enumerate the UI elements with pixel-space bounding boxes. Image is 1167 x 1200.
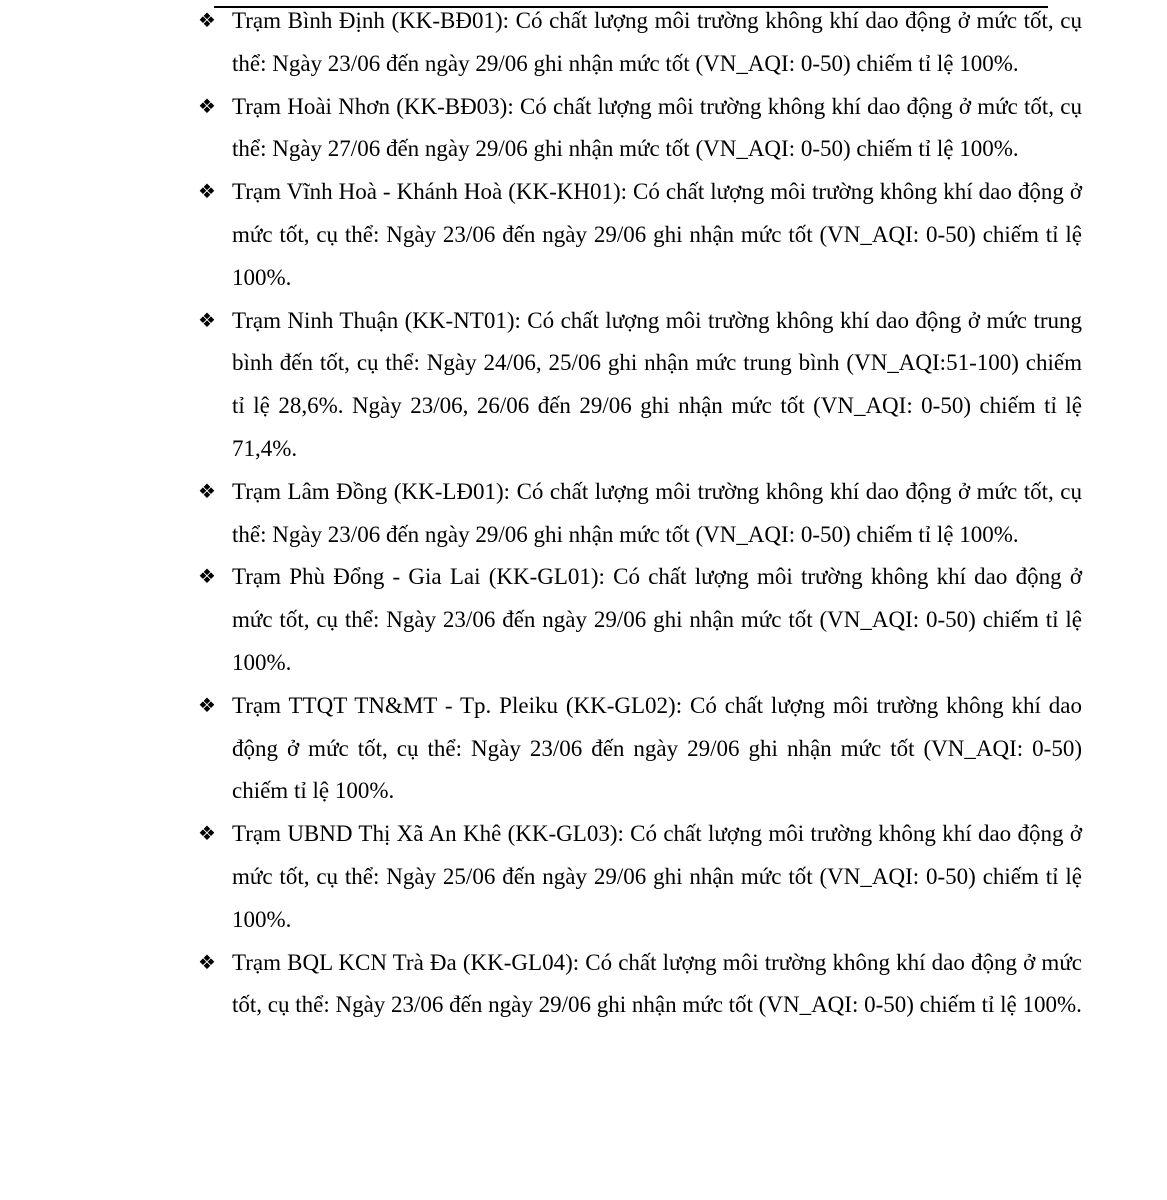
list-item [198,0,1082,86]
item-text: Trạm TTQT TN&MT - Tp. Pleiku (KK-GL02): Có chất lượng môi trường không khí dao động ở mức tốt, cụ thể: Ngày 23/06 đến ngày 29/06 ghi nhận mức tốt (VN_AQI: 0-50) chiếm tỉ lệ 100%. [232,692,1082,804]
diamond-bullet-icon: ❖ [198,95,216,118]
diamond-bullet-icon: ❖ [198,181,216,204]
item-text: Trạm UBND Thị Xã An Khê (KK-GL03): Có chất lượng môi trường không khí dao động ở mức tốt, cụ thể: Ngày 25/06 đến ngày 29/06 ghi nhận mức tốt (VN_AQI: 0-50) chiếm tỉ lệ 100%. [232,821,1082,932]
diamond-bullet-icon: ❖ [198,823,216,846]
item-text: Trạm Ninh Thuận (KK-NT01): Có chất lượng môi trường không khí dao động ở mức trung bình đến tốt, cụ thể: Ngày 24/06, 25/06 ghi nhận mức trung bình (VN_AQI:51-100) chiếm tỉ lệ 28,6%. Ngày 23/06, 26/06 đến 29/06 ghi nhận mức tốt (VN_AQI: 0-50) chiếm tỉ lệ 71,4%. [232,307,1082,461]
diamond-bullet-icon: ❖ [198,309,216,332]
item-text: Trạm Hoài Nhơn (KK-BĐ03): Có chất lượng môi trường không khí dao động ở mức tốt, cụ thể: Ngày 27/06 đến ngày 29/06 ghi nhận mức tốt (VN_AQI: 0-50) chiếm tỉ lệ 100%. [232,93,1082,162]
list-item [198,471,1082,557]
item-text: Trạm Vĩnh Hoà - Khánh Hoà (KK-KH01): Có chất lượng môi trường không khí dao động ở mức tốt, cụ thể: Ngày 23/06 đến ngày 29/06 ghi nhận mức tốt (VN_AQI: 0-50) chiếm tỉ lệ 100%. [232,179,1082,290]
item-text: Trạm Bình Định (KK-BĐ01): Có chất lượng môi trường không khí dao động ở mức tốt, cụ thể: Ngày 23/06 đến ngày 29/06 ghi nhận mức tốt (VN_AQI: 0-50) chiếm tỉ lệ 100%. [232,8,1082,76]
list-item [198,685,1082,813]
item-text: Trạm BQL KCN Trà Đa (KK-GL04): Có chất lượng môi trường không khí dao động ở mức tốt, cụ thể: Ngày 23/06 đến ngày 29/06 ghi nhận mức tốt (VN_AQI: 0-50) chiếm tỉ lệ 100%. [232,949,1082,1018]
diamond-bullet-icon: ❖ [198,951,216,974]
list-item [198,556,1082,684]
item-text: Trạm Lâm Đồng (KK-LĐ01): Có chất lượng môi trường không khí dao động ở mức tốt, cụ thể: Ngày 23/06 đến ngày 29/06 ghi nhận mức tốt (VN_AQI: 0-50) chiếm tỉ lệ 100%. [232,478,1082,547]
list-item [198,171,1082,299]
diamond-bullet-icon: ❖ [198,694,216,717]
diamond-bullet-icon: ❖ [198,480,216,503]
list-item [198,942,1082,1028]
list-item [198,86,1082,172]
diamond-bullet-icon: ❖ [198,10,216,32]
station-list [198,0,1082,1027]
list-item [198,300,1082,471]
list-item [198,813,1082,941]
diamond-bullet-icon: ❖ [198,566,216,589]
item-text: Trạm Phù Đổng - Gia Lai (KK-GL01): Có chất lượng môi trường không khí dao động ở mức tốt, cụ thể: Ngày 23/06 đến ngày 29/06 ghi nhận mức tốt (VN_AQI: 0-50) chiếm tỉ lệ 100%. [232,564,1082,675]
